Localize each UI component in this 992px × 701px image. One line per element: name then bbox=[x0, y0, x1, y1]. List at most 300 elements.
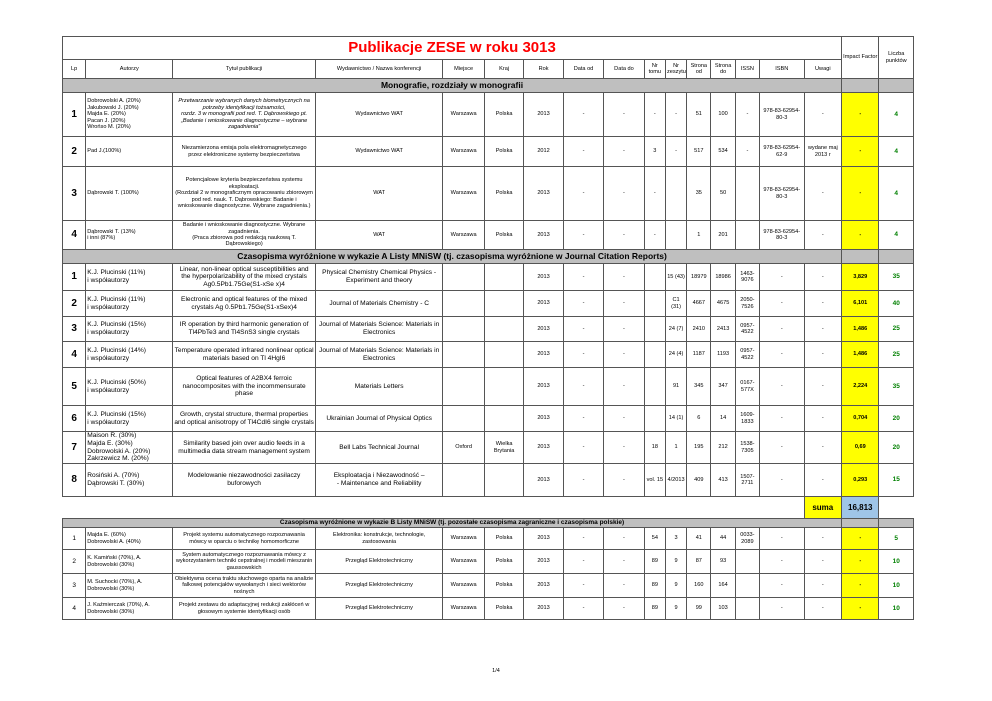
row-issn: 0957-4522 bbox=[735, 342, 759, 368]
header-isbn: ISBN bbox=[760, 60, 805, 79]
table-row bbox=[63, 432, 914, 464]
table-row bbox=[63, 368, 914, 406]
row-place bbox=[443, 464, 484, 497]
section-header-row bbox=[63, 519, 914, 528]
row-isbn: - bbox=[760, 291, 805, 317]
sum-row bbox=[63, 497, 914, 519]
row-impact: 3,829 bbox=[842, 264, 879, 291]
row-volume bbox=[644, 406, 665, 432]
row-isbn: - bbox=[760, 550, 805, 574]
row-page-to: 164 bbox=[711, 574, 735, 598]
row-issue: - bbox=[665, 137, 686, 167]
row-points: 40 bbox=[879, 291, 914, 317]
row-authors: Maison R. (30%) Majda E. (30%) Dobrowolski A. (20%) Zakrzewicz M. (20%) bbox=[86, 432, 173, 464]
row-impact: - bbox=[842, 550, 879, 574]
sum-spacer bbox=[665, 497, 686, 519]
header-page-from: Strona od bbox=[687, 60, 711, 79]
sum-spacer bbox=[524, 497, 563, 519]
row-country: Polska bbox=[484, 598, 523, 620]
row-notes: - bbox=[804, 368, 842, 406]
row-page-to: 201 bbox=[711, 221, 735, 250]
row-isbn: - bbox=[760, 264, 805, 291]
row-points: 25 bbox=[879, 342, 914, 368]
row-page-to: 413 bbox=[711, 464, 735, 497]
row-country: Polska bbox=[484, 221, 523, 250]
row-lp: 4 bbox=[63, 598, 86, 620]
sum-spacer bbox=[711, 497, 735, 519]
row-issue: 3 bbox=[665, 528, 686, 550]
row-impact: 0,293 bbox=[842, 464, 879, 497]
row-impact: - bbox=[842, 598, 879, 620]
row-lp: 4 bbox=[63, 221, 86, 250]
row-page-to: 347 bbox=[711, 368, 735, 406]
row-year: 2013 bbox=[524, 317, 563, 342]
section-title: Czasopisma wyróżnione w wykazie B Listy MNiSW (tj. pozostałe czasopisma zagraniczne i czasopisma polskie) bbox=[63, 519, 842, 528]
row-issn bbox=[735, 550, 759, 574]
row-issn: 1609-1833 bbox=[735, 406, 759, 432]
row-publisher: Przegląd Elektrotechniczny bbox=[315, 598, 442, 620]
row-issn: 1538-7305 bbox=[735, 432, 759, 464]
row-publisher: WAT bbox=[315, 167, 442, 221]
row-page-to: 93 bbox=[711, 550, 735, 574]
row-isbn: 978-83-62954-80-3 bbox=[760, 221, 805, 250]
row-lp: 7 bbox=[63, 432, 86, 464]
table-row bbox=[63, 406, 914, 432]
row-date-to: - bbox=[604, 221, 644, 250]
row-country bbox=[484, 406, 523, 432]
row-isbn: - bbox=[760, 598, 805, 620]
header-date-to: Data do bbox=[604, 60, 644, 79]
row-place: Warszawa bbox=[443, 550, 484, 574]
row-notes: - bbox=[804, 291, 842, 317]
row-publisher: Przegląd Elektrotechniczny bbox=[315, 550, 442, 574]
row-notes: - bbox=[804, 406, 842, 432]
row-notes: - bbox=[804, 167, 842, 221]
row-issue: 14 (1) bbox=[665, 406, 686, 432]
row-publisher: Physical Chemistry Chemical Physics - Experiment and theory bbox=[315, 264, 442, 291]
row-issue: - bbox=[665, 93, 686, 137]
row-place bbox=[443, 368, 484, 406]
row-authors: Pad J.(100%) bbox=[86, 137, 173, 167]
row-publisher: Eksploatacja i Niezawodność – - Maintenance and Reliability bbox=[315, 464, 442, 497]
page-number: 1/4 bbox=[492, 668, 500, 674]
row-place: Warszawa bbox=[443, 167, 484, 221]
row-publisher: Wydawnictwo WAT bbox=[315, 137, 442, 167]
row-points: 20 bbox=[879, 432, 914, 464]
row-issue: 9 bbox=[665, 550, 686, 574]
table-row bbox=[63, 342, 914, 368]
row-page-from: 18979 bbox=[687, 264, 711, 291]
row-issue: 24 (4) bbox=[665, 342, 686, 368]
row-impact: - bbox=[842, 574, 879, 598]
section-filler bbox=[879, 250, 914, 264]
row-points: 25 bbox=[879, 317, 914, 342]
sum-spacer bbox=[879, 497, 914, 519]
row-publisher: WAT bbox=[315, 221, 442, 250]
row-lp: 2 bbox=[63, 550, 86, 574]
row-page-from: 345 bbox=[687, 368, 711, 406]
row-lp: 3 bbox=[63, 574, 86, 598]
row-notes: - bbox=[804, 598, 842, 620]
row-issue: 91 bbox=[665, 368, 686, 406]
row-page-to: 44 bbox=[711, 528, 735, 550]
row-country bbox=[484, 342, 523, 368]
row-authors: Majda E. (60%) Dobrowolski A. (40%) bbox=[86, 528, 173, 550]
row-notes: - bbox=[804, 317, 842, 342]
header-points: Liczba punktów bbox=[879, 37, 914, 79]
row-issue: 1 bbox=[665, 432, 686, 464]
row-place: Warszawa bbox=[443, 598, 484, 620]
row-date-to: - bbox=[604, 137, 644, 167]
row-publisher: Materials Letters bbox=[315, 368, 442, 406]
row-lp: 1 bbox=[63, 93, 86, 137]
table-row bbox=[63, 598, 914, 620]
row-place: Oxford bbox=[443, 432, 484, 464]
row-page-from: 99 bbox=[687, 598, 711, 620]
row-points: 20 bbox=[879, 406, 914, 432]
row-country bbox=[484, 291, 523, 317]
row-title: Obiektywna ocena traktu słuchowego oparta na analizie falkowej potencjałów wywołanych i sieci wektorów nośnych bbox=[173, 574, 316, 598]
table-row bbox=[63, 137, 914, 167]
row-title: Potencjałowe kryteria bezpieczeństwa systemu eksploatacji. (Rozdział 2 w monograficznym opracowaniu zbiorowym pod red. nauk. T. Dąbrowskiego: Badanie i wnioskowanie diagnostyczne. Wybrane zagadnienia.) bbox=[173, 167, 316, 221]
row-page-to: 212 bbox=[711, 432, 735, 464]
table-row bbox=[63, 264, 914, 291]
row-volume: vol. 15 bbox=[644, 464, 665, 497]
row-impact: 2,224 bbox=[842, 368, 879, 406]
header-row bbox=[63, 60, 914, 79]
header-title: Tytuł publikacji bbox=[173, 60, 316, 79]
row-volume bbox=[644, 317, 665, 342]
row-volume bbox=[644, 368, 665, 406]
row-authors: K.J. Plucinski (11%) i współautorzy bbox=[86, 264, 173, 291]
row-notes: - bbox=[804, 464, 842, 497]
row-authors: K. Kamiński (70%), A. Dobrowolski (30%) bbox=[86, 550, 173, 574]
row-notes: - bbox=[804, 550, 842, 574]
row-publisher: Wydawnictwo WAT bbox=[315, 93, 442, 137]
row-impact: - bbox=[842, 137, 879, 167]
row-notes: - bbox=[804, 528, 842, 550]
row-year: 2012 bbox=[524, 137, 563, 167]
row-country: Wielka Brytania bbox=[484, 432, 523, 464]
row-place: Warszawa bbox=[443, 221, 484, 250]
row-title: IR operation by third harmonic generation of Tl4PbTe3 and Tl4SnS3 single crystals bbox=[173, 317, 316, 342]
row-volume: - bbox=[644, 93, 665, 137]
row-impact: - bbox=[842, 221, 879, 250]
sum-value: 16,813 bbox=[842, 497, 879, 519]
sum-spacer bbox=[63, 497, 86, 519]
row-publisher: Przegląd Elektrotechniczny bbox=[315, 574, 442, 598]
row-page-from: 35 bbox=[687, 167, 711, 221]
row-date-from: - bbox=[563, 406, 603, 432]
row-date-from: - bbox=[563, 291, 603, 317]
sum-spacer bbox=[644, 497, 665, 519]
sum-spacer bbox=[604, 497, 644, 519]
row-authors: K.J. Plucinski (14%) i współautorzy bbox=[86, 342, 173, 368]
row-page-from: 6 bbox=[687, 406, 711, 432]
row-publisher: Bell Labs Technical Journal bbox=[315, 432, 442, 464]
row-points: 10 bbox=[879, 598, 914, 620]
row-impact: 1,486 bbox=[842, 342, 879, 368]
row-title: Electronic and optical features of the mixed crystals Ag 0.5Pb1.75Ge(S1-xSex)4 bbox=[173, 291, 316, 317]
row-points: 4 bbox=[879, 167, 914, 221]
row-isbn: - bbox=[760, 574, 805, 598]
row-lp: 2 bbox=[63, 291, 86, 317]
row-page-from: 2410 bbox=[687, 317, 711, 342]
row-title: Growth, crystal structure, thermal properties and optical anisotropy of Tl4CdI6 single crystals bbox=[173, 406, 316, 432]
row-year: 2013 bbox=[524, 598, 563, 620]
row-issn: - bbox=[735, 137, 759, 167]
row-date-from: - bbox=[563, 342, 603, 368]
row-issn bbox=[735, 598, 759, 620]
row-page-to: 100 bbox=[711, 93, 735, 137]
row-country bbox=[484, 317, 523, 342]
row-date-to: - bbox=[604, 550, 644, 574]
header-place: Miejsce bbox=[443, 60, 484, 79]
row-lp: 1 bbox=[63, 264, 86, 291]
row-date-from: - bbox=[563, 550, 603, 574]
row-isbn: - bbox=[760, 342, 805, 368]
row-date-from: - bbox=[563, 464, 603, 497]
row-authors: K.J. Plucinski (15%) i współautorzy bbox=[86, 406, 173, 432]
row-volume: 3 bbox=[644, 137, 665, 167]
row-issue: 9 bbox=[665, 574, 686, 598]
row-isbn: 978-83-62954-80-3 bbox=[760, 93, 805, 137]
row-date-to: - bbox=[604, 528, 644, 550]
row-volume: 89 bbox=[644, 574, 665, 598]
header-notes: Uwagi bbox=[804, 60, 842, 79]
row-points: 35 bbox=[879, 368, 914, 406]
row-page-from: 51 bbox=[687, 93, 711, 137]
row-issue: 4/2013 bbox=[665, 464, 686, 497]
row-notes: - bbox=[804, 93, 842, 137]
row-year: 2013 bbox=[524, 93, 563, 137]
row-points: 10 bbox=[879, 550, 914, 574]
row-volume: - bbox=[644, 167, 665, 221]
row-page-to: 50 bbox=[711, 167, 735, 221]
row-issn bbox=[735, 221, 759, 250]
header-lp: Lp bbox=[63, 60, 86, 79]
table-row bbox=[63, 317, 914, 342]
sum-spacer bbox=[173, 497, 316, 519]
row-isbn: - bbox=[760, 432, 805, 464]
row-impact: 6,101 bbox=[842, 291, 879, 317]
table-row bbox=[63, 464, 914, 497]
row-issn: 0957-4522 bbox=[735, 317, 759, 342]
row-year: 2013 bbox=[524, 528, 563, 550]
section-filler bbox=[879, 79, 914, 93]
header-country: Kraj bbox=[484, 60, 523, 79]
row-authors: Dobrowolski A. (20%) Jakubowski J. (20%) Majda E. (20%) Pacan J. (20%) Wrońso M. (20%) bbox=[86, 93, 173, 137]
row-title: Modelowanie niezawodności zasilaczy buforowych bbox=[173, 464, 316, 497]
row-issn bbox=[735, 574, 759, 598]
row-volume: - bbox=[644, 221, 665, 250]
row-page-from: 4667 bbox=[687, 291, 711, 317]
row-page-to: 14 bbox=[711, 406, 735, 432]
row-authors: Rosiński A. (70%) Dąbrowski T. (30%) bbox=[86, 464, 173, 497]
row-isbn: - bbox=[760, 464, 805, 497]
row-year: 2013 bbox=[524, 432, 563, 464]
header-impact: Impact Factor bbox=[842, 37, 879, 79]
row-date-to: - bbox=[604, 368, 644, 406]
table-row bbox=[63, 550, 914, 574]
row-page-from: 1187 bbox=[687, 342, 711, 368]
row-isbn: - bbox=[760, 528, 805, 550]
section-filler bbox=[879, 519, 914, 528]
row-year: 2013 bbox=[524, 167, 563, 221]
row-date-from: - bbox=[563, 574, 603, 598]
header-page-to: Strona do bbox=[711, 60, 735, 79]
section-filler bbox=[842, 519, 879, 528]
row-place bbox=[443, 264, 484, 291]
row-date-from: - bbox=[563, 93, 603, 137]
row-title: Optical features of A2BX4 ferroic nanocomposites with the incommensurate phase bbox=[173, 368, 316, 406]
row-notes: - bbox=[804, 221, 842, 250]
row-issue: 24 (7) bbox=[665, 317, 686, 342]
table-row bbox=[63, 221, 914, 250]
row-volume: 18 bbox=[644, 432, 665, 464]
row-year: 2013 bbox=[524, 368, 563, 406]
row-lp: 3 bbox=[63, 317, 86, 342]
header-volume: Nr tomu bbox=[644, 60, 665, 79]
row-volume: 89 bbox=[644, 598, 665, 620]
row-country bbox=[484, 464, 523, 497]
row-issn: 0033-2089 bbox=[735, 528, 759, 550]
header-publisher: Wydawnictwo / Nazwa konferencji bbox=[315, 60, 442, 79]
header-issn: ISSN bbox=[735, 60, 759, 79]
sum-spacer bbox=[760, 497, 805, 519]
sum-label: suma bbox=[804, 497, 842, 519]
row-place: Warszawa bbox=[443, 528, 484, 550]
row-authors: Dąbrowski T. (13%) i inni (87%) bbox=[86, 221, 173, 250]
row-date-to: - bbox=[604, 167, 644, 221]
row-issn: - bbox=[735, 93, 759, 137]
row-place bbox=[443, 342, 484, 368]
row-page-from: 41 bbox=[687, 528, 711, 550]
row-place bbox=[443, 291, 484, 317]
row-page-to: 18986 bbox=[711, 264, 735, 291]
row-impact: 0,704 bbox=[842, 406, 879, 432]
row-volume: 54 bbox=[644, 528, 665, 550]
row-lp: 2 bbox=[63, 137, 86, 167]
row-year: 2013 bbox=[524, 464, 563, 497]
row-date-from: - bbox=[563, 167, 603, 221]
row-title: Przetwarzanie wybranych danych biometrycznych na potrzeby identyfikacji tożsamości, rozdz. 3 w monografii pod red. T. Dąbrowskiego pt. „Badanie i wnioskowanie diagnostyczne – wybrane zagadnienia” bbox=[173, 93, 316, 137]
row-issn: 2050-7526 bbox=[735, 291, 759, 317]
header-authors: Autorzy bbox=[86, 60, 173, 79]
row-title: Badanie i wnioskowanie diagnostyczne. Wybrane zagadnienia. (Praca zbiorowa pod redakcją naukową T. Dąbrowskiego) bbox=[173, 221, 316, 250]
row-page-to: 534 bbox=[711, 137, 735, 167]
row-date-to: - bbox=[604, 406, 644, 432]
row-notes: - bbox=[804, 432, 842, 464]
row-authors: Dąbrowski T. (100%) bbox=[86, 167, 173, 221]
row-country: Polska bbox=[484, 574, 523, 598]
row-country bbox=[484, 264, 523, 291]
row-points: 4 bbox=[879, 137, 914, 167]
row-date-from: - bbox=[563, 317, 603, 342]
row-date-to: - bbox=[604, 342, 644, 368]
row-volume bbox=[644, 291, 665, 317]
page-title: Publikacje ZESE w roku 3013 bbox=[63, 37, 842, 60]
row-title: Projekt zestawu do adaptacyjnej redukcji zakłóceń w głosowym systemie identyfikacji osób bbox=[173, 598, 316, 620]
row-isbn: 978-83-62954-62-9 bbox=[760, 137, 805, 167]
row-year: 2013 bbox=[524, 574, 563, 598]
row-volume: 89 bbox=[644, 550, 665, 574]
row-country bbox=[484, 368, 523, 406]
section-filler bbox=[842, 79, 879, 93]
table-row bbox=[63, 167, 914, 221]
row-place: Warszawa bbox=[443, 93, 484, 137]
row-title: Similarity based join over audio feeds in a multimedia data stream management system bbox=[173, 432, 316, 464]
row-publisher: Ukrainian Journal of Physical Optics bbox=[315, 406, 442, 432]
row-page-to: 103 bbox=[711, 598, 735, 620]
row-date-from: - bbox=[563, 528, 603, 550]
row-date-from: - bbox=[563, 221, 603, 250]
row-year: 2013 bbox=[524, 342, 563, 368]
row-date-to: - bbox=[604, 93, 644, 137]
row-authors: J. Kaźmierczak (70%), A. Dobrowolski (30%) bbox=[86, 598, 173, 620]
row-issue: 15 (43) bbox=[665, 264, 686, 291]
row-page-from: 195 bbox=[687, 432, 711, 464]
row-country: Polska bbox=[484, 137, 523, 167]
row-page-from: 1 bbox=[687, 221, 711, 250]
row-page-to: 1193 bbox=[711, 342, 735, 368]
row-impact: 0,69 bbox=[842, 432, 879, 464]
row-title: Niezamierzona emisja pola elektromagnetycznego przez elektroniczne systemy bezpieczeństwa bbox=[173, 137, 316, 167]
row-page-from: 517 bbox=[687, 137, 711, 167]
row-date-to: - bbox=[604, 264, 644, 291]
row-issue bbox=[665, 221, 686, 250]
row-impact: - bbox=[842, 93, 879, 137]
row-page-to: 2413 bbox=[711, 317, 735, 342]
row-country: Polska bbox=[484, 93, 523, 137]
row-authors: K.J. Plucinski (15%) i współautorzy bbox=[86, 317, 173, 342]
row-isbn: - bbox=[760, 368, 805, 406]
row-lp: 8 bbox=[63, 464, 86, 497]
row-date-to: - bbox=[604, 598, 644, 620]
header-issue: Nr zeszytu bbox=[665, 60, 686, 79]
row-country: Polska bbox=[484, 528, 523, 550]
row-notes: - bbox=[804, 574, 842, 598]
row-impact: - bbox=[842, 167, 879, 221]
publications-table bbox=[62, 36, 914, 620]
table-row bbox=[63, 574, 914, 598]
sum-spacer bbox=[484, 497, 523, 519]
row-notes: wydane maj 2013 r bbox=[804, 137, 842, 167]
table-row bbox=[63, 93, 914, 137]
header-date-from: Data od bbox=[563, 60, 603, 79]
row-points: 4 bbox=[879, 221, 914, 250]
row-issue bbox=[665, 167, 686, 221]
section-filler bbox=[842, 250, 879, 264]
section-title: Monografie, rozdziały w monografii bbox=[63, 79, 842, 93]
row-publisher: Journal of Materials Chemistry - C bbox=[315, 291, 442, 317]
row-date-to: - bbox=[604, 464, 644, 497]
header-year: Rok bbox=[524, 60, 563, 79]
section-header-row bbox=[63, 79, 914, 93]
section-header-row bbox=[63, 250, 914, 264]
table-row bbox=[63, 528, 914, 550]
row-issue: 9 bbox=[665, 598, 686, 620]
row-year: 2013 bbox=[524, 264, 563, 291]
row-page-from: 87 bbox=[687, 550, 711, 574]
sum-spacer bbox=[315, 497, 442, 519]
row-date-from: - bbox=[563, 598, 603, 620]
row-date-from: - bbox=[563, 137, 603, 167]
row-date-to: - bbox=[604, 432, 644, 464]
row-date-from: - bbox=[563, 432, 603, 464]
row-issn: 1463-9076 bbox=[735, 264, 759, 291]
row-title: Linear, non-linear optical susceptibilities and the hyperpolarizability of the mixed crystals Ag0.5Pb1.75Ge(S1-xSe x)4 bbox=[173, 264, 316, 291]
